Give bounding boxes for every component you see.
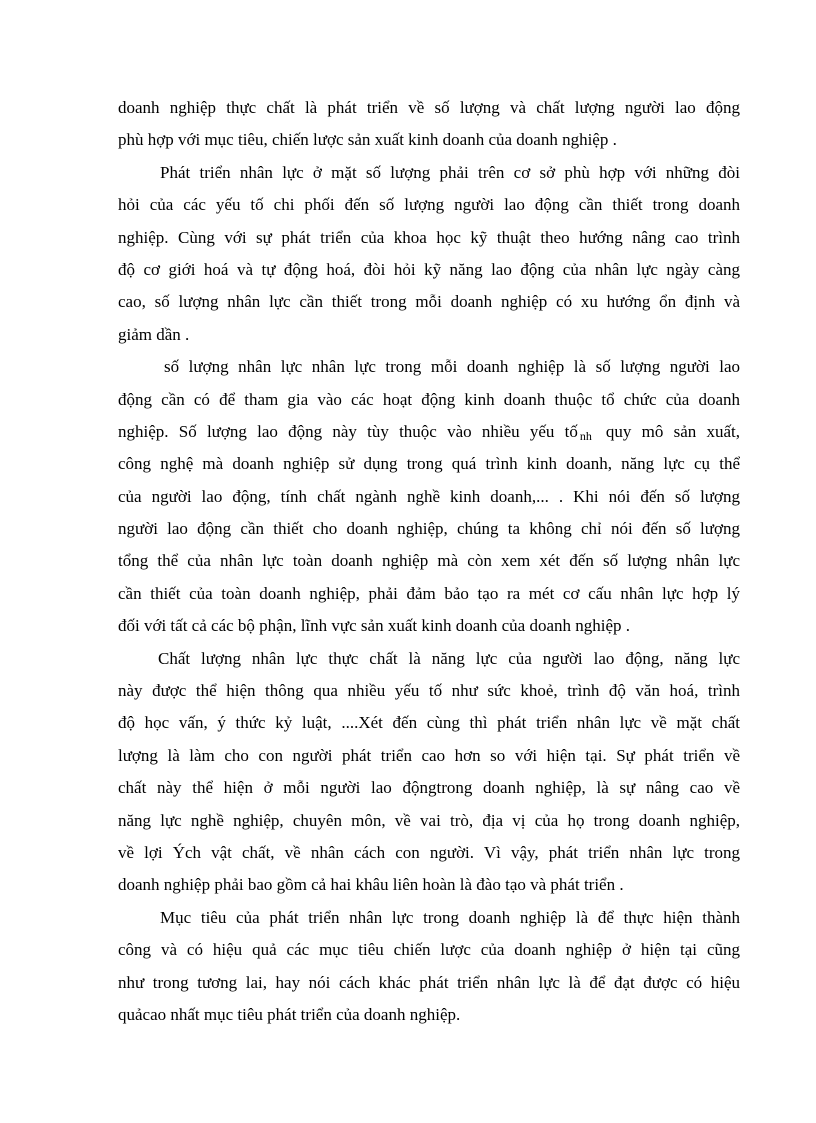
text-line: cao, số lượng nhân lực cần thiết trong mỗi doanh nghiệp có xu hướng ổn định và (118, 292, 740, 312)
text-line: công và có hiệu quả các mục tiêu chiến lược của doanh nghiệp ở hiện tại cũng (118, 940, 740, 960)
text-line: số lượng nhân lực nhân lực trong mỗi doanh nghiệp là số lượng người lao (164, 357, 740, 377)
text-line: cần thiết của toàn doanh nghiệp, phải đảm bảo tạo ra mét cơ cấu nhân lực hợp lý (118, 583, 740, 603)
document-body (118, 92, 740, 1031)
text-line: độ học vấn, ý thức kỷ luật, ....Xét đến cùng thì phát triển nhân lực về mặt chất (118, 713, 740, 733)
text-line: Chất lượng nhân lực thực chất là năng lực của người lao động, năng lực (158, 648, 740, 668)
text-line-with-subscript (118, 416, 740, 448)
text-line: quảcao nhất mục tiêu phát triển của doanh nghiệp. (118, 1004, 461, 1024)
text-line: công nghệ mà doanh nghiệp sử dụng trong quá trình kinh doanh, năng lực cụ thể (118, 454, 740, 474)
text-line: phù hợp với mục tiêu, chiến lược sản xuất kinh doanh của doanh nghiệp . (118, 130, 617, 150)
text-fragment: quy mô sản xuất, (605, 421, 740, 441)
text-line: tổng thể của nhân lực toàn doanh nghiệp mà còn xem xét đến số lượng nhân lực (118, 551, 740, 571)
text-line: Mục tiêu của phát triển nhân lực trong doanh nghiệp là để thực hiện thành (160, 907, 740, 927)
text-line: độ cơ giới hoá và tự động hoá, đòi hỏi kỹ năng lao động của nhân lực ngày càng (118, 259, 740, 279)
text-line: của người lao động, tính chất ngành nghề kinh doanh,... . Khi nói đến số lượng (118, 486, 740, 506)
text-fragment: nghiệp. Số lượng lao động này tùy thuộc vào nhiều yếu tố (118, 421, 578, 441)
text-line: năng lực nghề nghiệp, chuyên môn, về vai trò, địa vị của họ trong doanh nghiệp, (118, 810, 740, 830)
text-line: chất này thể hiện ở mỗi người lao độngtrong doanh nghiệp, là sự nâng cao về (118, 778, 740, 798)
text-line: nghiệp. Cùng với sự phát triển của khoa học kỹ thuật theo hướng nâng cao trình (118, 227, 740, 247)
text-line: giảm dần . (118, 324, 190, 344)
text-line: doanh nghiệp thực chất là phát triển về số lượng và chất lượng người lao động (118, 98, 740, 117)
text-line: động cần có để tham gia vào các hoạt động kinh doanh thuộc tổ chức của doanh (118, 389, 740, 409)
text-line: lượng là làm cho con người phát triển cao hơn so với hiện tại. Sự phát triển về (118, 745, 740, 765)
text-line: này được thể hiện thông qua nhiều yếu tố như sức khoẻ, trình độ văn hoá, trình (118, 681, 740, 701)
text-line: Phát triển nhân lực ở mặt số lượng phải trên cơ sở phù hợp với những đòi (160, 162, 740, 182)
text-line: người lao động cần thiết cho doanh nghiệp, chúng ta không chỉ nói đến số lượng (118, 519, 740, 539)
text-line: đối với tất cả các bộ phận, lĩnh vực sản xuất kinh doanh của doanh nghiệp . (118, 616, 631, 636)
text-line: hỏi của các yếu tố chi phối đến số lượng người lao động cần thiết trong doanh (118, 195, 740, 215)
text-line: doanh nghiệp phải bao gồm cả hai khâu liên hoàn là đào tạo và phát triển . (118, 875, 624, 895)
subscript-text: nh (579, 428, 592, 443)
text-line: về lợi Ých vật chất, về nhân cách con người. Vì vậy, phát triển nhân lực trong (118, 842, 740, 862)
text-line: như trong tương lai, hay nói cách khác phát triển nhân lực là để đạt được có hiệu (118, 972, 740, 992)
